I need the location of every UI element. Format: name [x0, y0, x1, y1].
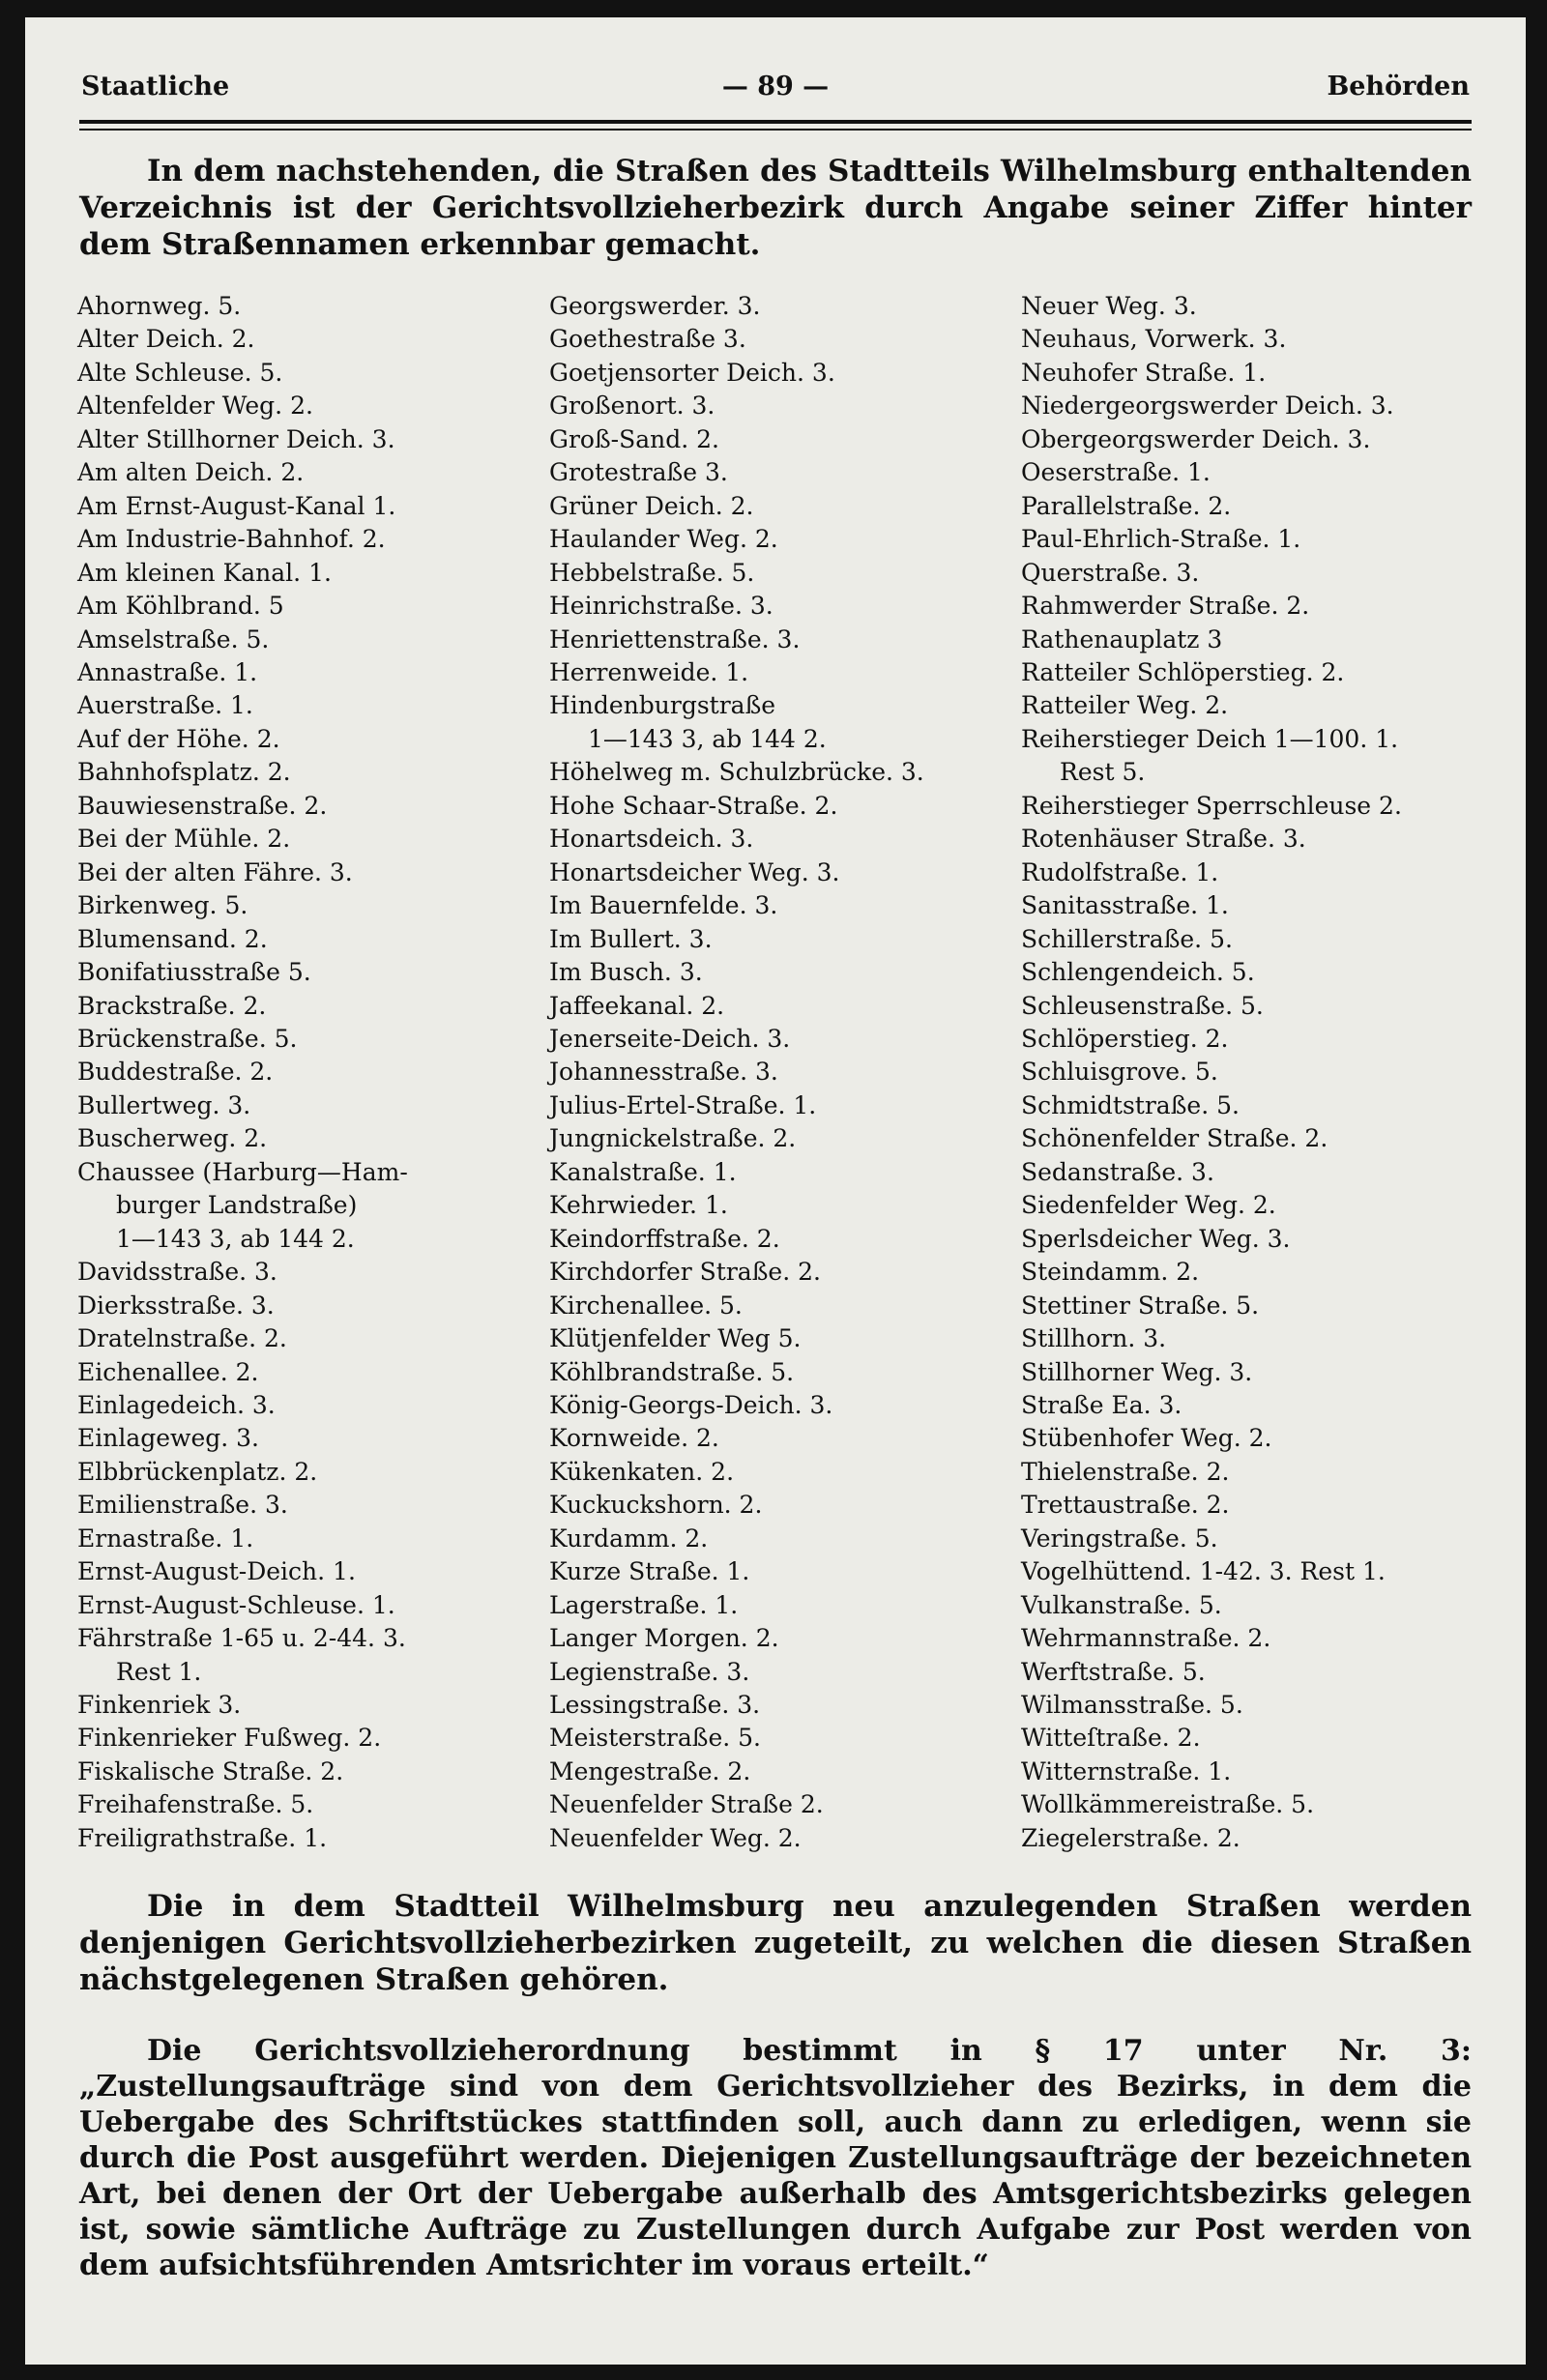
- street-entry: Am Köhlbrand. 5: [77, 592, 284, 621]
- street-entry: Fiskalische Straße. 2.: [77, 1756, 344, 1785]
- street-entry: Witteſtraße. 2.: [1021, 1724, 1201, 1753]
- street-entry: Auerstraße. 1.: [77, 691, 253, 720]
- street-entry: Stettiner Straße. 5.: [1021, 1291, 1260, 1320]
- street-entry: Reiherstieger Sperrschleuse 2.: [1021, 791, 1402, 820]
- street-entry: Emilienstraße. 3.: [77, 1491, 288, 1520]
- street-entry: Jungnickelstraße. 2.: [549, 1124, 797, 1153]
- street-entry: Im Bullert. 3.: [549, 924, 713, 953]
- street-entry: Goethestraße 3.: [549, 325, 746, 354]
- street-entry: Am Ernst-August-Kanal 1.: [77, 491, 396, 520]
- street-entry: 1—143 3, ab 144 2.: [116, 1224, 355, 1253]
- street-entry: König-Georgs-Deich. 3.: [549, 1390, 833, 1419]
- street-entry: Wehrmannstraße. 2.: [1021, 1624, 1271, 1653]
- street-entry: Brackstraße. 2.: [77, 991, 267, 1020]
- street-entry: Querstraße. 3.: [1021, 558, 1200, 587]
- street-entry: burger Landstraße): [116, 1191, 358, 1220]
- street-entry: Hohe Schaar-Straße. 2.: [549, 791, 838, 820]
- street-entry: Alte Schleuse. 5.: [77, 358, 283, 387]
- street-entry: Witternstraße. 1.: [1021, 1756, 1232, 1785]
- street-entry: Klütjenfelder Weg 5.: [549, 1324, 802, 1353]
- street-entry: Eichenallee. 2.: [77, 1357, 259, 1386]
- street-entry: Am alten Deich. 2.: [77, 458, 305, 487]
- street-entry: Vulkanstraße. 5.: [1021, 1590, 1222, 1619]
- intro-paragraph: In dem nachstehenden, die Straßen des Stadtteils Wilhelmsburg enthaltenden Verzeichnis ist der Gerichtsvollzieherbezirk durch Angabe seiner Ziffer hinter dem Straßennamen erkennbar gemacht.: [79, 154, 1472, 262]
- street-entry: Kirchenallee. 5.: [549, 1291, 743, 1320]
- street-entry: Ernst-August-Deich. 1.: [77, 1557, 356, 1586]
- street-entry: Ernst-August-Schleuse. 1.: [77, 1590, 395, 1619]
- street-entry: Bauwiesenstraße. 2.: [77, 791, 328, 820]
- new-streets-paragraph: Die in dem Stadtteil Wilhelmsburg neu anzulegenden Straßen werden denjenigen Gerichtsvollzieherbezirken zugeteilt, zu welchen die diesen Straßen nächstgelegenen Straßen gehören.: [79, 1889, 1472, 1997]
- street-entry: Hindenburgstraße: [549, 691, 776, 720]
- street-entry: Amselstraße. 5.: [77, 624, 270, 653]
- street-entry: Kuckuckshorn. 2.: [549, 1491, 763, 1520]
- street-entry: Kanalstraße. 1.: [549, 1157, 737, 1186]
- street-entry: Sanitasstraße. 1.: [1021, 891, 1229, 920]
- street-entry: Brückenstraße. 5.: [77, 1024, 298, 1053]
- street-entry: Neuer Weg. 3.: [1021, 292, 1197, 320]
- street-entry: Obergeorgswerder Deich. 3.: [1021, 424, 1371, 453]
- street-entry: Henriettenstraße. 3.: [549, 624, 801, 653]
- street-entry: Freihafenstraße. 5.: [77, 1790, 314, 1819]
- street-entry: Dierksstraße. 3.: [77, 1291, 275, 1320]
- street-entry: Neuhofer Straße. 1.: [1021, 358, 1267, 387]
- street-list-column-1: [77, 290, 547, 1855]
- street-entry: Reiherstieger Deich 1—100. 1.: [1021, 724, 1399, 753]
- street-entry: Schillerstraße. 5.: [1021, 924, 1233, 953]
- page-header: [81, 72, 1470, 110]
- street-entry: Jenerseite-Deich. 3.: [549, 1024, 791, 1053]
- street-entry: Julius-Ertel-Straße. 1.: [549, 1090, 817, 1119]
- street-entry: Altenfelder Weg. 2.: [77, 392, 313, 421]
- street-entry: Neuenfelder Weg. 2.: [549, 1823, 802, 1852]
- street-entry: Honartsdeich. 3.: [549, 825, 754, 854]
- street-entry: Jaffeekanal. 2.: [549, 991, 725, 1020]
- street-entry: Rest 1.: [116, 1657, 202, 1686]
- street-entry: Ahornweg. 5.: [77, 292, 242, 320]
- street-entry: Veringstraße. 5.: [1021, 1524, 1218, 1553]
- street-entry: Paul-Ehrlich-Straße. 1.: [1021, 525, 1301, 554]
- street-entry: Einlagedeich. 3.: [77, 1390, 276, 1419]
- street-entry: Hebbelstraße. 5.: [549, 558, 755, 587]
- street-entry: Finkenrieker Fußweg. 2.: [77, 1724, 382, 1753]
- street-entry: Vogelhüttend. 1-42. 3. Rest 1.: [1021, 1557, 1386, 1586]
- street-entry: Buscherweg. 2.: [77, 1124, 268, 1153]
- street-entry: Niedergeorgswerder Deich. 3.: [1021, 392, 1394, 421]
- street-list-column-2: [549, 290, 1019, 1855]
- header-section-right: Behörden: [1327, 72, 1470, 102]
- street-entry: Ernastraße. 1.: [77, 1524, 254, 1553]
- street-entry: Bonifatiusstraße 5.: [77, 958, 311, 987]
- street-entry: Heinrichstraße. 3.: [549, 592, 774, 621]
- street-entry: Bullertweg. 3.: [77, 1090, 251, 1119]
- street-entry: Kornweide. 2.: [549, 1424, 719, 1453]
- header-rule-thin: [79, 129, 1472, 131]
- header-rule-thick: [79, 120, 1472, 124]
- street-entry: Schlöperstieg. 2.: [1021, 1024, 1229, 1053]
- street-entry: Steindamm. 2.: [1021, 1258, 1200, 1287]
- street-entry: Grotestraße 3.: [549, 458, 728, 487]
- street-entry: Sedanstraße. 3.: [1021, 1157, 1214, 1186]
- street-entry: Kurze Straße. 1.: [549, 1557, 750, 1586]
- street-entry: Wilmansstraße. 5.: [1021, 1691, 1243, 1720]
- street-entry: Groß-Sand. 2.: [549, 424, 720, 453]
- street-entry: Ziegelerstraße. 2.: [1021, 1823, 1241, 1852]
- page-number: — 89 —: [721, 72, 830, 102]
- street-entry: Auf der Höhe. 2.: [77, 724, 280, 753]
- street-entry: Rahmwerder Straße. 2.: [1021, 592, 1310, 621]
- street-entry: Mengestraße. 2.: [549, 1756, 751, 1785]
- street-entry: Kehrwieder. 1.: [549, 1191, 728, 1220]
- street-entry: Stübenhofer Weg. 2.: [1021, 1424, 1272, 1453]
- street-entry: Schönenfelder Straße. 2.: [1021, 1124, 1328, 1153]
- street-entry: Neuenfelder Straße 2.: [549, 1790, 824, 1819]
- street-entry: Am kleinen Kanal. 1.: [77, 558, 332, 587]
- street-entry: Parallelstraße. 2.: [1021, 491, 1232, 520]
- street-entry: Keindorffstraße. 2.: [549, 1224, 780, 1253]
- street-entry: Am Industrie-Bahnhof. 2.: [77, 525, 386, 554]
- street-entry: Ratteiler Weg. 2.: [1021, 691, 1229, 720]
- street-entry: Alter Stillhorner Deich. 3.: [77, 424, 395, 453]
- street-entry: Meisterstraße. 5.: [549, 1724, 761, 1753]
- street-entry: 1—143 3, ab 144 2.: [588, 724, 827, 753]
- street-entry: Haulander Weg. 2.: [549, 525, 778, 554]
- document-page: [25, 17, 1526, 2365]
- street-entry: Rudolfstraße. 1.: [1021, 857, 1219, 886]
- street-entry: Werftstraße. 5.: [1021, 1657, 1206, 1686]
- street-entry: Köhlbrandstraße. 5.: [549, 1357, 795, 1386]
- street-entry: Davidsstraße. 3.: [77, 1258, 277, 1287]
- street-entry: Thielenstraße. 2.: [1021, 1457, 1230, 1486]
- street-entry: Annastraße. 1.: [77, 657, 258, 686]
- street-entry: Langer Morgen. 2.: [549, 1624, 779, 1653]
- street-entry: Im Busch. 3.: [549, 958, 703, 987]
- street-entry: Bahnhofsplatz. 2.: [77, 758, 291, 787]
- street-entry: Grüner Deich. 2.: [549, 491, 754, 520]
- street-entry: Kirchdorfer Straße. 2.: [549, 1258, 821, 1287]
- street-entry: Rathenauplatz 3: [1021, 624, 1223, 653]
- street-entry: Bei der Mühle. 2.: [77, 825, 291, 854]
- header-section-left: Staatliche: [81, 72, 230, 102]
- street-entry: Im Bauernfelde. 3.: [549, 891, 778, 920]
- street-entry: Kurdamm. 2.: [549, 1524, 709, 1553]
- street-entry: Freiligrathstraße. 1.: [77, 1823, 328, 1852]
- street-entry: Trettaustraße. 2.: [1021, 1491, 1230, 1520]
- street-entry: Lessingstraße. 3.: [549, 1691, 761, 1720]
- street-entry: Dratelnstraße. 2.: [77, 1324, 287, 1353]
- street-entry: Großenort. 3.: [549, 392, 715, 421]
- street-entry: Neuhaus, Vorwerk. 3.: [1021, 325, 1287, 354]
- street-entry: Lagerstraße. 1.: [549, 1590, 739, 1619]
- street-entry: Schlengendeich. 5.: [1021, 958, 1255, 987]
- street-entry: Oeserstraße. 1.: [1021, 458, 1211, 487]
- street-entry: Rest 5.: [1060, 758, 1146, 787]
- street-entry: Schluisgrove. 5.: [1021, 1058, 1218, 1087]
- street-entry: Legienstraße. 3.: [549, 1657, 750, 1686]
- street-entry: Ratteiler Schlöperstieg. 2.: [1021, 657, 1345, 686]
- street-entry: Wollkämmereistraße. 5.: [1021, 1790, 1315, 1819]
- street-entry: Rotenhäuser Straße. 3.: [1021, 825, 1306, 854]
- street-entry: Stillhorn. 3.: [1021, 1324, 1167, 1353]
- street-entry: Höhelweg m. Schulzbrücke. 3.: [549, 758, 924, 787]
- street-entry: Kükenkaten. 2.: [549, 1457, 735, 1486]
- street-entry: Alter Deich. 2.: [77, 325, 255, 354]
- street-entry: Sperlsdeicher Weg. 3.: [1021, 1224, 1291, 1253]
- street-entry: Fährstraße 1-65 u. 2-44. 3.: [77, 1624, 406, 1653]
- street-entry: Schleusenstraße. 5.: [1021, 991, 1264, 1020]
- street-entry: Chaussee (Harburg—Ham-: [77, 1157, 408, 1186]
- street-entry: Siedenfelder Weg. 2.: [1021, 1191, 1276, 1220]
- street-entry: Bei der alten Fähre. 3.: [77, 857, 353, 886]
- street-entry: Georgswerder. 3.: [549, 292, 761, 320]
- street-entry: Einlageweg. 3.: [77, 1424, 259, 1453]
- street-entry: Elbbrückenplatz. 2.: [77, 1457, 318, 1486]
- street-entry: Herrenweide. 1.: [549, 657, 749, 686]
- street-entry: Stillhorner Weg. 3.: [1021, 1357, 1253, 1386]
- street-entry: Buddestraße. 2.: [77, 1058, 274, 1087]
- street-entry: Finkenriek 3.: [77, 1691, 242, 1720]
- street-entry: Schmidtstraße. 5.: [1021, 1090, 1240, 1119]
- street-list-column-3: [1021, 290, 1491, 1855]
- street-entry: Blumensand. 2.: [77, 924, 268, 953]
- street-entry: Honartsdeicher Weg. 3.: [549, 857, 840, 886]
- regulation-paragraph: Die Gerichtsvollzieherordnung bestimmt in § 17 unter Nr. 3: „Zustellungsaufträge sind von dem Gerichtsvollzieher des Bezirks, in dem die Uebergabe des Schriftstückes stattfinden soll, auch dann zu erledigen, wenn sie durch die Post ausgeführt werden. Diejenigen Zustellungsaufträge der bezeichneten Art, bei denen der Ort der Uebergabe außerhalb des Amtsgerichtsbezirks gelegen ist, sowie sämtliche Aufträge zu Zustellungen durch Aufgabe zur Post werden von dem aufsichtsführenden Amtsrichter im voraus erteilt.“: [79, 2034, 1472, 2282]
- street-entry: Goetjensorter Deich. 3.: [549, 358, 835, 387]
- street-entry: Straße Ea. 3.: [1021, 1390, 1182, 1419]
- street-entry: Johannesstraße. 3.: [549, 1058, 778, 1087]
- street-entry: Birkenweg. 5.: [77, 891, 248, 920]
